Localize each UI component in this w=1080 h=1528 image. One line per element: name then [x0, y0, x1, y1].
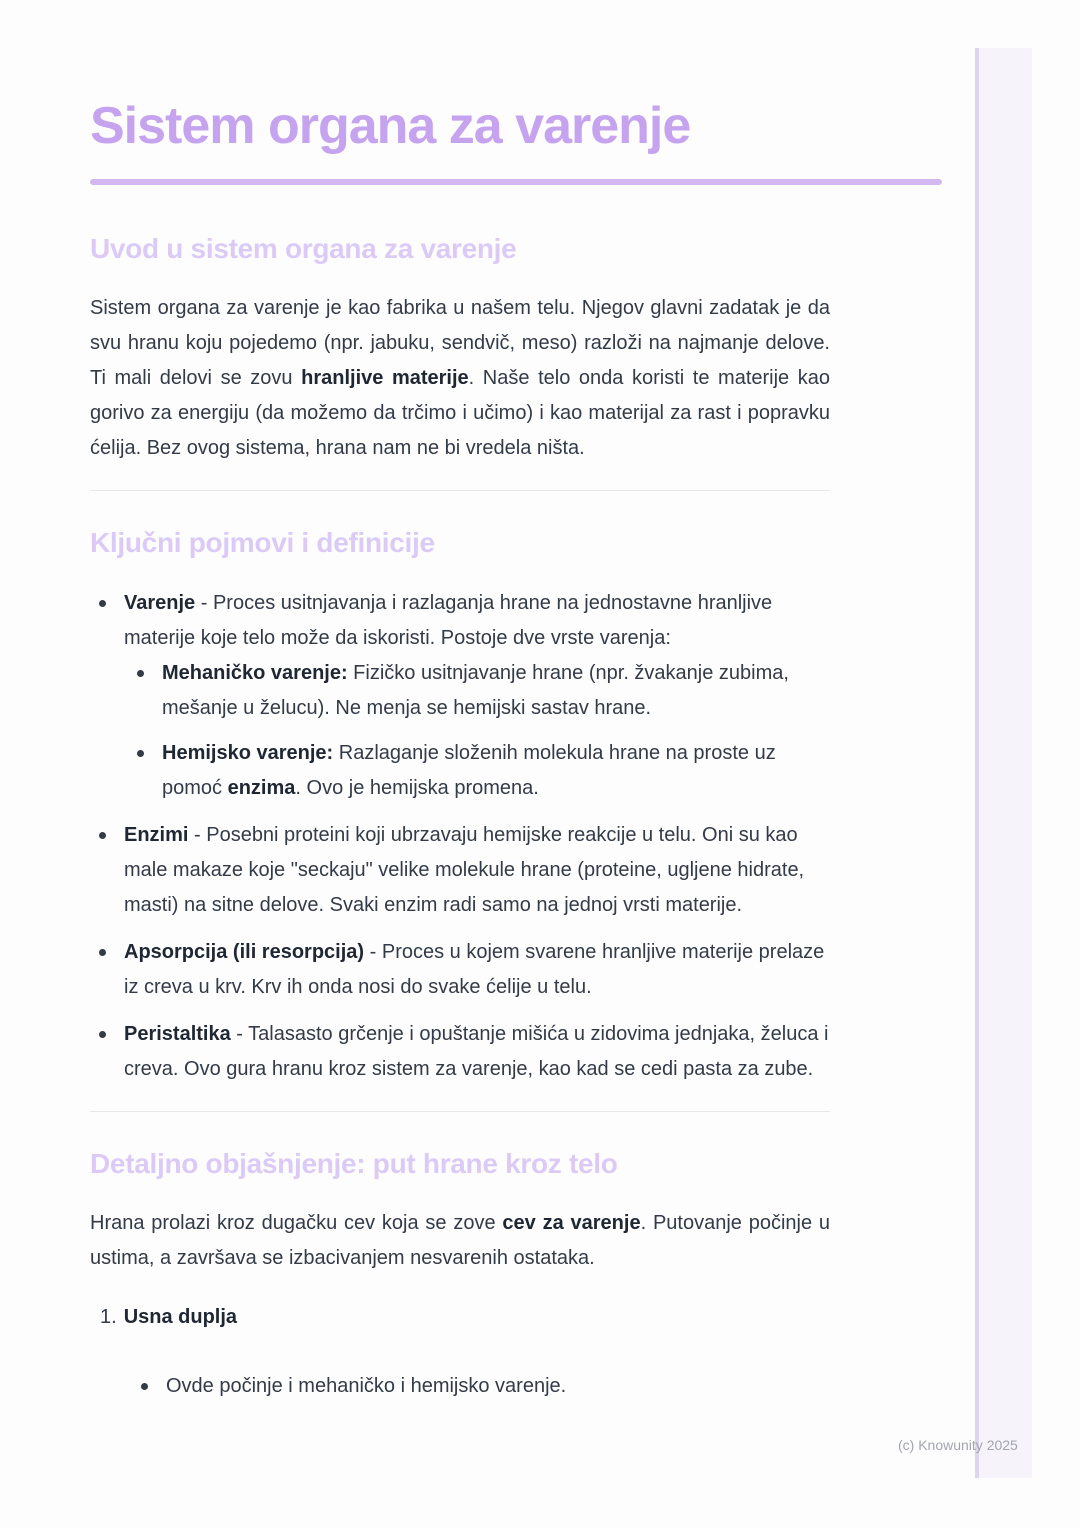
bullet-dot	[137, 750, 144, 757]
bullet-dot	[99, 1031, 106, 1038]
list-item-text: Enzimi - Posebni proteini koji ubrzavaju hemijske reakcije u telu. Oni su kao male makaze koje "seckaju" velike molekule hrane (proteine, ugljene hidrate, masti) na sitne delove. Svaki enzim radi samo na jednoj vrsti materije.	[124, 823, 805, 916]
terms-list	[90, 586, 830, 1087]
intro-paragraph: Sistem organa za varenje je kao fabrika u našem telu. Njegov glavni zadatak je da svu hranu koju pojedemo (npr. jabuku, sendvič, meso) razloži na najmanje delove. Ti mali delovi se zovu hranljive materije. Naše telo onda koristi te materije kao gorivo za energiju (da možemo da trčimo i učimo) i kao materijal za rast i popravku ćelija. Bez ovog sistema, hrana nam ne bi vredela ništa.	[90, 297, 830, 460]
item-label: Usna duplja	[123, 1305, 238, 1328]
item-number: 1.	[100, 1305, 117, 1328]
list-item-text: Peristaltika - Talasasto grčenje i opuštanje mišića u zidovima jednjaka, želuca i creva. Ovo gura hranu kroz sistem za varenje, kao kad se cedi pasta za zube.	[124, 1022, 829, 1080]
bullet-dot	[99, 949, 106, 956]
list-item-enzimi	[90, 818, 830, 923]
list-item-text: Varenje - Proces usitnjavanja i razlaganja hrane na jednostavne hranljive materije koje telo može da iskoristi. Postoje dve vrste varenja:	[124, 591, 773, 649]
list-item-text: Apsorpcija (ili resorpcija) - Proces u kojem svarene hranljive materije prelaze iz creva u krv. Krv ih onda nosi do svake ćelije u telu.	[124, 940, 825, 998]
numbered-item-usna-duplja	[90, 1300, 1032, 1335]
list-item-apsorpcija	[90, 935, 830, 1005]
section-heading-detail: Detaljno objašnjenje: put hrane kroz telo	[90, 1147, 618, 1179]
section-heading-terms: Ključni pojmovi i definicije	[90, 527, 435, 559]
list-item-text: Ovde počinje i mehaničko i hemijsko varenje.	[166, 1374, 567, 1397]
page-title: Sistem organa za varenje	[90, 97, 691, 155]
list-item-peristaltika	[90, 1017, 830, 1087]
usna-duplja-sublist	[128, 1369, 828, 1404]
footer-credit: (c) Knowunity 2025	[898, 1437, 1018, 1453]
detail-paragraph: Hrana prolazi kroz dugačku cev koja se zove cev za varenje. Putovanje počinje u ustima, a završava se izbacivanjem nesvarenih ostataka.	[90, 1211, 831, 1269]
section-divider	[90, 490, 830, 491]
bullet-dot	[99, 600, 106, 607]
varenje-sublist	[124, 656, 830, 806]
bullet-dot	[137, 670, 144, 677]
list-item-text: Mehaničko varenje: Fizičko usitnjavanje hrane (npr. žvakanje zubima, mešanje u želucu). Ne menja se hemijski sastav hrane.	[162, 661, 789, 719]
list-item-hemijsko-varenje	[124, 736, 830, 806]
section-heading-intro: Uvod u sistem organa za varenje	[90, 233, 517, 265]
bullet-dot	[141, 1383, 148, 1390]
list-item-text: Hemijsko varenje: Razlaganje složenih molekula hrane na proste uz pomoć enzima. Ovo je hemijska promena.	[162, 741, 776, 799]
list-item-varenje	[90, 586, 830, 806]
title-rule	[90, 179, 942, 185]
list-item-mehanicko-varenje	[124, 656, 830, 726]
list-item-ovde-pocinje	[128, 1369, 828, 1404]
section-divider	[90, 1111, 830, 1112]
bullet-dot	[99, 832, 106, 839]
